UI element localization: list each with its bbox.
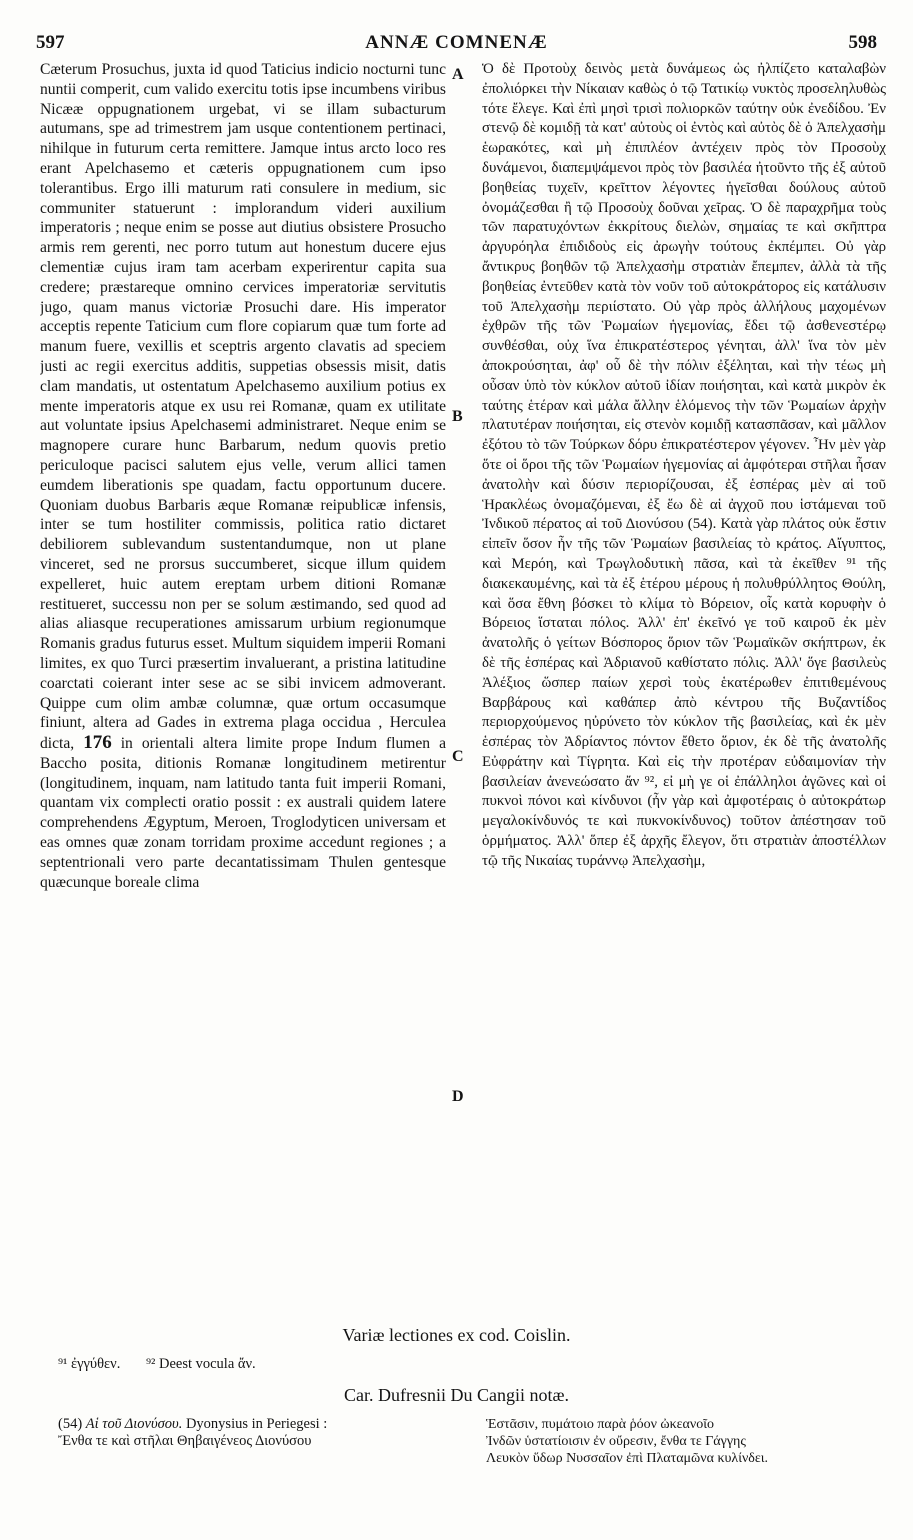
running-title: ANNÆ COMNENÆ <box>365 32 548 53</box>
page-header <box>36 32 877 58</box>
page-number-left: 597 <box>36 32 65 53</box>
note-quote-line: Λευκὸν ὕδωρ Νυσσαῖον ἐπὶ Πλαταμῶνα κυλίνδει. <box>486 1451 769 1466</box>
margin-letter-c: C <box>452 748 464 765</box>
variae-list <box>58 1356 278 1373</box>
variant-item: ⁹¹ ἐγγύθεν. <box>58 1356 121 1372</box>
variae-title: Variæ lectiones ex cod. Coislin. <box>342 1325 571 1345</box>
note-ref: (54) <box>58 1416 83 1432</box>
greek-column <box>482 60 886 1314</box>
note-quote-line: Ἑστᾶσιν, πυμάτοιο παρὰ ῥόον ὠκεανοῖο <box>486 1417 714 1432</box>
inline-page-number: 176 <box>83 732 112 754</box>
margin-letter-a: A <box>452 66 464 83</box>
note-quote-line: Ἰνδῶν ὑστατίοισιν ἐν οὔρεσιν, ἔνθα τε Γάγγης <box>486 1434 746 1449</box>
notes-title: Car. Dufresnii Du Cangii notæ. <box>344 1385 569 1405</box>
note-text: Dyonysius in Periegesi : <box>185 1416 328 1432</box>
greek-text: Ὁ δὲ Προτοὺχ δεινὸς μετὰ δυνάμεως ὡς ἠλπίζετο καταλαβὼν ἐπολιόρκει τὴν Νίκαιαν καθὼς ὁ τῷ Τατικίῳ νυκτὸς προσεληλυθὼς τότε ἔλεγε. Καὶ ἐπὶ μησὶ τρισὶ πολιορκῶν ταύτην οὐκ ἐνεδίδου. Ἐν στενῷ δὲ κομιδῇ τὰ κατ' αὐτοὺς οἱ ἐντὸς καὶ αὐτὸς δὲ ὁ Ἀπελχασὴμ ἑωρακότες, καὶ μὴ ἐπιπλέον ἀντέχειν πρὸς τὸν Προσοὺχ δυνάμενοι, διαπεμψάμενοι πρὸς τὸν βασιλέα ἠτοῦντο τῆς ἐξ αὐτοῦ βοηθείας τυχεῖν, κρεῖττον λέγοντες ἡγεῖσθαι δούλους αὐτοῦ ὀνομάζεσθαι ἢ τῷ Προσοὺχ δοῦναι χεῖρας. Ὁ δὲ παραχρῆμα τοὺς τῶν παρατυχόντων ἐκκρίτους διελὼν, σημαίας τε καὶ σκῆπτρα ἀργυρόηλα ἐπιδιδοὺς εἰς ἀρωγὴν τούτους ἐκπέμπει. Οὐ γὰρ ἄντικρυς βοηθῶν τῷ Ἀπελχασὴμ στρατιὰν ἔπεμπεν, ἀλλὰ τὰ τῆς βοηθείας ἐντεῦθεν κατὰ τὸν νοῦν τοῦ αὐτοκράτορος εἰς κατάλυσιν τοῦ Ἀπελχασὴμ περιίστατο. Οὐ γὰρ πρὸς ἀλλήλους μαχομένων ἐχθρῶν τῆς τῶν Ῥωμαίων ἡγεμονίας, ἔδει τῷ ἀσθενεστέρῳ συνθέσθαι, οὐχ ἵνα ἐπικρατέστερος γένηται, ἀλλ' ἵνα τὸν μὲν ἀποκρούσηται, ἀφ' οὗ δὲ τὴν πόλιν ἐξέληται, καὶ τὴν τέως μὴ οὖσαν ὑπὸ τὸν κύκλον αὐτοῦ ἰδίαν ποιήσηται, καὶ κατὰ μικρὸν ἐκ ταύτης ἑτέραν καὶ μάλα ἄλλην ἑλόμενος τὴν τῶν Ῥωμαίων ἀρχὴν πλατυτέραν ποιήσηται, εἰς στενὸν κομιδῇ κατασπᾶσαν, καὶ μᾶλλον ἐξότου τὸ τῶν Τούρκων δόρυ ἐπικρατέστερον γέγονεν. Ἦν μὲν γὰρ ὅτε οἱ ὅροι τῆς τῶν Ῥωμαίων ἡγεμονίας αἱ ἀμφότεραι στῆλαι ἦσαν ἀνατολὴν καὶ δύσιν περιορίζουσαι, ἐξ ἑσπέρας μὲν αἱ τοῦ Ἡρακλέως ὀνομαζόμεναι, ἐξ ἕω δὲ αἱ ἀγχοῦ που ἱστάμεναι τοῦ Ἰνδικοῦ πέρατος αἱ τοῦ Διονύσου (54). Κατὰ γὰρ πλάτος οὐκ ἔστιν εἰπεῖν ὅσον ἦν τῆς τῶν Ῥωμαίων βασιλείας τὸ κράτος. Αἴγυπτος, καὶ Μερόη, καὶ Τρωγλοδυτικὴ πᾶσα, καὶ τὰ ἐκεῖθεν ⁹¹ τῆς διακεκαυμένης, καὶ τὰ ἐξ ἑτέρου μέρους ἡ πολυθρύλλητος Θούλη, καὶ ὅσα ἔθνη βόσκει τὸ κλίμα τὸ Βόρειον, οἷς κατὰ κορυφὴν ὁ Βόρειος ἵσταται πόλος. Ἀλλ' ἐπ' ἐκεῖνό γε τοῦ καιροῦ ἐκ μὲν ἀνατολῆς ὁ γείτων Βόσπορος ὅριον τῶν Ῥωμαϊκῶν σκήπτρων, ἐκ δὲ τῆς ἑσπέρας καὶ Ἀδριανοῦ καθίστατο πόλις. Ἀλλ' ὅγε βασιλεὺς Ἀλέξιος ὥσπερ παίων χερσὶ τοὺς ἑκατέρωθεν ἐπιτιθεμένους Βαρβάρους καὶ καθάπερ ἀπὸ κέντρου τῆς Βυζαντίδος περιορχούμενος ηὐρύνετο τὸν κύκλον τῆς βασιλείας, καὶ ἐκ μὲν ἑσπέρας τὸν Ἀδρίαντος πόντον ἔθετο ὅριον, ἐκ δὲ τῆς ἀνατολῆς Εὐφράτην καὶ Τίγρητα. Καὶ εἰς τὴν προτέραν εὐδαιμονίαν τὴν βασιλείαν ἀνενεώσατο ἄν ⁹², εἰ μὴ γε οἱ ἐπάλληλοι ἀγῶνες καὶ οἱ πυκνοὶ πόνοι καὶ κίνδυνοι (ἦν γὰρ καὶ ἀμφοτέραις ὁ αὐτοκράτωρ μεγαλοκίνδυνός τε καὶ πυκνοκίνδυνος) τοῦτον ἀπέστησαν τοῦ ὁρμήματος. Ἀλλ' ὅπερ ἐξ ἀρχῆς ἔλεγον, ὅτι στρατιὰν ἀποστέλλων τῷ τῆς Νικαίας τυράννῳ Ἀπελχασὴμ, <box>482 61 886 869</box>
latin-column <box>40 60 446 1314</box>
note-54-right <box>486 1416 890 1467</box>
note-quote-line: Ἔνθα τε καὶ στῆλαι Θηβαιγένεος Διονύσου <box>58 1433 312 1449</box>
page-number-right: 598 <box>848 32 877 53</box>
note-lemma: Αἱ τοῦ Διονύσου. <box>85 1416 183 1432</box>
note-54-left <box>58 1416 458 1450</box>
margin-letter-d: D <box>452 1088 464 1105</box>
margin-letter-b: B <box>452 408 463 425</box>
variant-item: ⁹² Deest vocula ἄν. <box>145 1356 256 1372</box>
latin-text: Cæterum Prosuchus, juxta id quod Taticius indicio nocturni tunc nuntii comperit, cum valido exercitu totis ipse incumbens viribus Nicææ oppugnationem urgebat, vi se illam subacturum autumans, spe ad trimestrem jam usque contentionem pertinaci, nihilque in futurum certa remittere. Jamque intus arcto loco res erant Apelchasemo et cæteris oppugnationem cum ipso tolerantibus. Ergo illi maturum rati consulere in medium, sic communiter statuerunt : implorandum videri auxilium imperatoris ; neque enim se posse aut diutius obsistere Prosucho armis rem gerenti, nec porro tutum aut honestum ducere ejus clementiæ cujus iram tam acerbam experirentur capita sua credere; præstareque omnino cervices imperatoriæ servitutis jugo, quam manus victoriæ Prosuchi dare. His imperator acceptis repente Taticium cum flore copiarum quæ tum forte ad manum fuere, vexillis et sceptris argento clavatis ad speciem justi ac regii exercitus additis, suppetias obsessis misit, datis clam mandatis, ut ostentatum Apelchasemo auxilium potius ex mente imperatoris atque ex usu rei Romanæ, quam ex utilitate aut voluntate ipsius Apelchasemi administraret. Neque enim se magnopere curare hunc Barbarum, nedum quovis pretio periculoque pacisci salutem ejus velle, verum allici tamen eumdem liberationis spe quadam, factu opportunum ducere. Quoniam duobus Barbaris æque Romanæ reipublicæ infensis, inter se tum hostiliter commissis, politica ratio dictaret debiliorem sublevandum sustentandumque, non ut plane vinceret, sed ne prorsus succumberet, sicque illum quidem expelleret, huic autem ereptam urbem ditioni Romanæ restitueret, successu non per se solum æstimando, sed quod ad alias aliasque recuperationes amissarum urbium regionumque Romanis gradus futurus esset. Multum siquidem imperii Romani limites, ex quo Turci præsertim invaluerant, a pristina latitudine coarctati coierant inter sese ac se sibi invicem admoverant. Quippe cum olim ambæ columnæ, quæ ortum occasumque finiunt, altera ad Gades in extrema plaga occidua , Herculea dicta, 176 in orientali altera limite prope Indum flumen a Baccho posita, ditionis Romanæ longitudinem metirentur (longitudinem, inquam, nam latitudo tanta fuit imperii Romani, quantam vix complecti oratio possit : ex australi quidem latere comprehendens Ægyptum, Meroen, Troglodyticen universam et eas omnes quæ zonam torridam proxime accedunt regiones ; a septentrionali vero parte decantatissimam Thulen gentesque quæcunque boreale clima <box>40 61 446 891</box>
